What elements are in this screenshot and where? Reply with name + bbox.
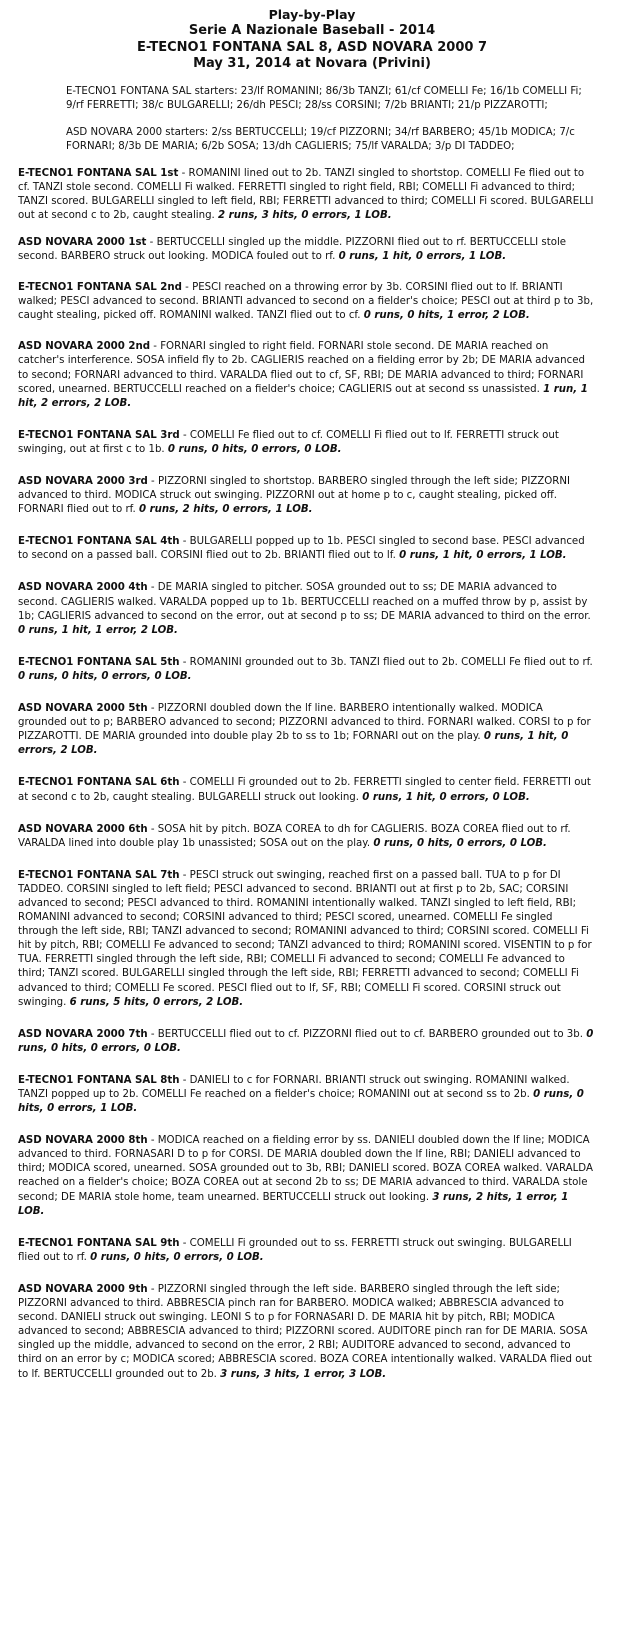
inning-summary: 2 runs, 3 hits, 0 errors, 1 LOB. [218, 209, 392, 221]
inning-team-label: E-TECNO1 FONTANA SAL 2nd [18, 282, 182, 294]
inning-team-label: E-TECNO1 FONTANA SAL 3rd [18, 429, 180, 441]
inning-summary: 0 runs, 0 hits, 0 errors, 0 LOB. [90, 1251, 264, 1263]
inning-plays: PIZZORNI doubled down the lf line. BARBERO intentionally walked. MODICA grounded out to p; BARBERO advanced to second; PIZZORNI advanced to third. FORNARI walked. CORSI to p for PIZZAROTTI. DE MARIA grounded into double play 2b to ss to 1b; FORNARI out on the play. [18, 703, 591, 743]
page-title: Play-by-Play [268, 7, 356, 22]
inning-team-label: ASD NOVARA 2000 9th [18, 1283, 148, 1295]
inning-entry: E-TECNO1 FONTANA SAL 3rd - COMELLI Fe flied out to cf. COMELLI Fi flied out to lf. FERRETTI struck out swinging, out at first c to 1b. 0 runs, 0 hits, 0 errors, 0 LOB. [18, 429, 559, 455]
inning-team-label: E-TECNO1 FONTANA SAL 1st [18, 167, 179, 179]
inning-plays: COMELLI Fe flied out to cf. COMELLI Fi flied out to lf. FERRETTI struck out swinging, out at first c to 1b. [18, 429, 559, 455]
inning-summary: 6 runs, 5 hits, 0 errors, 2 LOB. [69, 996, 244, 1008]
inning-summary: 0 runs, 0 hits, 0 errors, 0 LOB. [18, 670, 192, 682]
starters-home: E-TECNO1 FONTANA SAL starters: 23/lf ROMANINI; 86/3b TANZI; 61/cf COMELLI Fe; 16/1b COMELLI Fi; 9/rf FERRETTI; 38/c BULGARELLI; 26/dh PESCI; 28/ss CORSINI; 7/2b BRIANTI; 21/p PIZZAROTTI; [66, 85, 582, 111]
inning-team-label: ASD NOVARA 2000 6th [18, 823, 148, 835]
inning-plays: PIZZORNI singled through the left side. BARBERO singled through the left side; PIZZORNI advanced to third. ABBRESCIA pinch ran for BARBERO. MODICA walked; ABBRESCIA advanced to second. DANIELI struck out swinging. LEONI S to p for FORNASARI D. DE MARIA hit by pitch, RBI; MODICA advanced to second; ABBRESCIA advanced to third; PIZZORNI scored. AUDITORE pinch ran for DE MARIA. SOSA singled up the middle, advanced to second on the error, 2 RBI; AUDITORE advanced to second, advanced to third on an error by c; MODICA scored; ABBRESCIA scored. BOZA COREA intentionally walked. VARALDA flied out to lf. BERTUCCELLI grounded out to 2b. [18, 1283, 592, 1380]
inning-entry: ASD NOVARA 2000 8th - MODICA reached on a fielding error by ss. DANIELI doubled down the lf line; MODICA advanced to third. FORNASARI D to p for CORSI. DE MARIA doubled down the lf line, RBI; DANIELI advanced to third; MODICA scored, unearned. SOSA grounded out to 3b, RBI; DANIELI scored. BOZA COREA walked. VARALDA reached on a fielder's choice; BOZA COREA out at second 2b to ss; DE MARIA advanced to third. VARALDA stole second; DE MARIA stole home, team unearned. BERTUCCELLI struck out looking. 3 runs, 2 hits, 1 error, 1 LOB. [18, 1135, 593, 1217]
inning-entry: E-TECNO1 FONTANA SAL 9th - COMELLI Fi grounded out to ss. FERRETTI struck out swinging. BULGARELLI flied out to rf. 0 runs, 0 hits, 0 errors, 0 LOB. [18, 1237, 572, 1263]
inning-team-label: E-TECNO1 FONTANA SAL 8th [18, 1074, 180, 1086]
inning-summary: 0 runs, 1 hit, 0 errors, 0 LOB. [362, 791, 530, 803]
inning-entry: ASD NOVARA 2000 7th - BERTUCCELLI flied out to cf. PIZZORNI flied out to cf. BARBERO grounded out to 3b. 0 runs, 0 hits, 0 errors, 0 LOB. [18, 1028, 594, 1054]
game-date-venue: May 31, 2014 at Novara (Privini) [193, 56, 431, 71]
inning-summary: 3 runs, 2 hits, 1 error, 1 LOB. [18, 1191, 569, 1217]
inning-team-label: ASD NOVARA 2000 8th [18, 1135, 148, 1147]
inning-entry: E-TECNO1 FONTANA SAL 6th - COMELLI Fi grounded out to 2b. FERRETTI singled to center field. FERRETTI out at second c to 2b, caught stealing. BULGARELLI struck out looking. 0 runs, 1 hit, 0 errors, 0 LOB. [18, 777, 591, 803]
inning-entry: ASD NOVARA 2000 5th - PIZZORNI doubled down the lf line. BARBERO intentionally walked. MODICA grounded out to p; BARBERO advanced to second; PIZZORNI advanced to third. FORNARI walked. CORSI to p for PIZZAROTTI. DE MARIA grounded into double play 2b to ss to 1b; FORNARI out on the play. 0 runs, 1 hit, 0 errors, 2 LOB. [18, 703, 591, 757]
report-header [0, 6, 624, 73]
inning-plays: ROMANINI grounded out to 3b. TANZI flied out to 2b. COMELLI Fe flied out to rf. [189, 656, 593, 668]
inning-team-label: ASD NOVARA 2000 2nd [18, 341, 151, 353]
inning-plays: BERTUCCELLI singled up the middle. PIZZORNI flied out to rf. BERTUCCELLI stole second. BARBERO struck out looking. MODICA fouled out to rf. [18, 236, 567, 262]
inning-team-label: ASD NOVARA 2000 1st [18, 236, 147, 248]
game-score: E-TECNO1 FONTANA SAL 8, ASD NOVARA 2000 7 [136, 39, 487, 55]
inning-summary: 0 runs, 1 hit, 0 errors, 1 LOB. [338, 250, 507, 262]
inning-plays: SOSA hit by pitch. BOZA COREA to dh for CAGLIERIS. BOZA COREA flied out to rf. VARALDA lined into double play 1b unassisted; SOSA out on the play. [18, 823, 571, 849]
inning-summary: 0 runs, 0 hits, 0 errors, 0 LOB. [373, 837, 547, 849]
inning-entry: ASD NOVARA 2000 6th - SOSA hit by pitch. BOZA COREA to dh for CAGLIERIS. BOZA COREA flied out to rf. VARALDA lined into double play 1b unassisted; SOSA out on the play. 0 runs, 0 hits, 0 errors, 0 LOB. [18, 823, 571, 849]
inning-entry: E-TECNO1 FONTANA SAL 7th - PESCI struck out swinging, reached first on a passed ball. TUA to p for DI TADDEO. CORSINI singled to left field; PESCI advanced to second. BRIANTI out at first p to 2b, SAC; CORSINI advanced to second; PESCI advanced to third. ROMANINI intentionally walked. TANZI singled to left field, RBI; ROMANINI advanced to second; CORSINI advanced to third; PESCI scored, unearned. COMELLI Fe singled through the left side, RBI; TANZI advanced to second; ROMANINI advanced to third; CORSINI scored. COMELLI Fi hit by pitch, RBI; COMELLI Fe advanced to second; TANZI advanced to third; ROMANINI scored. VISENTIN to p for TUA. FERRETTI singled through the left side, RBI; COMELLI Fi advanced to second; COMELLI Fe advanced to third; TANZI scored. BULGARELLI singled through the left side, RBI; FERRETTI advanced to second; COMELLI Fi advanced to third; COMELLI Fe scored. PESCI flied out to lf, SF, RBI; COMELLI Fi scored. CORSINI struck out swinging. 6 runs, 5 hits, 0 errors, 2 LOB. [18, 869, 592, 1008]
inning-plays: COMELLI Fi grounded out to ss. FERRETTI struck out swinging. BULGARELLI flied out to rf. [18, 1237, 572, 1263]
inning-summary: 0 runs, 2 hits, 0 errors, 1 LOB. [139, 504, 313, 516]
inning-summary: 0 runs, 0 hits, 1 error, 2 LOB. [363, 310, 530, 322]
inning-entry: E-TECNO1 FONTANA SAL 5th - ROMANINI grounded out to 3b. TANZI flied out to 2b. COMELLI Fe flied out to rf. 0 runs, 0 hits, 0 errors, 0 LOB. [18, 656, 593, 682]
inning-team-label: E-TECNO1 FONTANA SAL 9th [18, 1237, 180, 1249]
inning-team-label: E-TECNO1 FONTANA SAL 5th [18, 656, 180, 668]
inning-team-label: E-TECNO1 FONTANA SAL 6th [18, 777, 180, 789]
inning-plays: MODICA reached on a fielding error by ss. DANIELI doubled down the lf line; MODICA advanced to third. FORNASARI D to p for CORSI. DE MARIA doubled down the lf line, RBI; DANIELI advanced to third; MODICA scored, unearned. SOSA grounded out to 3b, RBI; DANIELI scored. BOZA COREA walked. VARALDA reached on a fielder's choice; BOZA COREA out at second 2b to ss; DE MARIA advanced to third. VARALDA stole second; DE MARIA stole home, team unearned. BERTUCCELLI struck out looking. [18, 1135, 593, 1203]
starting-lineups [66, 85, 590, 154]
inning-summary: 3 runs, 3 hits, 1 error, 3 LOB. [220, 1368, 387, 1380]
inning-entry: E-TECNO1 FONTANA SAL 1st - ROMANINI lined out to 2b. TANZI singled to shortstop. COMELLI Fe flied out to cf. TANZI stole second. COMELLI Fi walked. FERRETTI singled to right field, RBI; COMELLI Fi advanced to third; TANZI scored. BULGARELLI singled to left field, RBI; FERRETTI advanced to third; COMELLI Fi scored. BULGARELLI out at second c to 2b, caught stealing. 2 runs, 3 hits, 0 errors, 1 LOB. [18, 167, 594, 221]
inning-plays: PIZZORNI singled to shortstop. BARBERO singled through the left side; PIZZORNI advanced to third. MODICA struck out swinging. PIZZORNI out at home p to c, caught stealing, picked off. FORNARI flied out to rf. [18, 476, 571, 516]
inning-entry: ASD NOVARA 2000 2nd - FORNARI singled to right field. FORNARI stole second. DE MARIA reached on catcher's interference. SOSA infield fly to 2b. CAGLIERIS reached on a fielding error by 2b; DE MARIA advanced to second; FORNARI advanced to third. VARALDA flied out to cf, SF, RBI; DE MARIA advanced to third; FORNARI scored, unearned. BERTUCCELLI reached on a fielder's choice; CAGLIERIS out at second ss unassisted. 1 run, 1 hit, 2 errors, 2 LOB. [18, 341, 588, 409]
inning-entry: ASD NOVARA 2000 9th - PIZZORNI singled through the left side. BARBERO singled through the left side; PIZZORNI advanced to third. ABBRESCIA pinch ran for BARBERO. MODICA walked; ABBRESCIA advanced to second. DANIELI struck out swinging. LEONI S to p for FORNASARI D. DE MARIA hit by pitch, RBI; MODICA advanced to second; ABBRESCIA advanced to third; PIZZORNI scored. AUDITORE pinch ran for DE MARIA. SOSA singled up the middle, advanced to second on the error, 2 RBI; AUDITORE advanced to second, advanced to third on an error by c; MODICA scored; ABBRESCIA scored. BOZA COREA intentionally walked. VARALDA flied out to lf. BERTUCCELLI grounded out to 2b. 3 runs, 3 hits, 1 error, 3 LOB. [18, 1283, 592, 1380]
inning-entry: E-TECNO1 FONTANA SAL 4th - BULGARELLI popped up to 1b. PESCI singled to second base. PESCI advanced to second on a passed ball. CORSINI flied out to 2b. BRIANTI flied out to lf. 0 runs, 1 hit, 0 errors, 1 LOB. [18, 536, 585, 562]
inning-summary: 0 runs, 1 hit, 1 error, 2 LOB. [18, 624, 178, 636]
inning-summary: 0 runs, 0 hits, 0 errors, 1 LOB. [18, 1089, 584, 1115]
inning-list [18, 167, 594, 1382]
inning-plays: PESCI reached on a throwing error by 3b. CORSINI flied out to lf. BRIANTI walked; PESCI advanced to second. BRIANTI advanced to second on a fielder's choice; PESCI out at third p to 3b, caught stealing, picked off. ROMANINI walked. TANZI flied out to cf. [18, 282, 594, 322]
inning-team-label: ASD NOVARA 2000 4th [18, 582, 148, 594]
inning-plays: FORNARI singled to right field. FORNARI stole second. DE MARIA reached on catcher's interference. SOSA infield fly to 2b. CAGLIERIS reached on a fielding error by 2b; DE MARIA advanced to second; FORNARI advanced to third. VARALDA flied out to cf, SF, RBI; DE MARIA advanced to third; FORNARI scored, unearned. BERTUCCELLI reached on a fielder's choice; CAGLIERIS out at second ss unassisted. [18, 341, 585, 395]
inning-entry: ASD NOVARA 2000 1st - BERTUCCELLI singled up the middle. PIZZORNI flied out to rf. BERTUCCELLI stole second. BARBERO struck out looking. MODICA fouled out to rf. 0 runs, 1 hit, 0 errors, 1 LOB. [18, 236, 567, 262]
inning-plays: COMELLI Fi grounded out to 2b. FERRETTI singled to center field. FERRETTI out at second c to 2b, caught stealing. BULGARELLI struck out looking. [18, 777, 591, 803]
inning-summary: 0 runs, 1 hit, 0 errors, 1 LOB. [399, 550, 567, 562]
inning-entry: ASD NOVARA 2000 3rd - PIZZORNI singled to shortstop. BARBERO singled through the left side; PIZZORNI advanced to third. MODICA struck out swinging. PIZZORNI out at home p to c, caught stealing, picked off. FORNARI flied out to rf. 0 runs, 2 hits, 0 errors, 1 LOB. [18, 476, 571, 516]
inning-team-label: E-TECNO1 FONTANA SAL 7th [18, 869, 180, 881]
inning-entry: ASD NOVARA 2000 4th - DE MARIA singled to pitcher. SOSA grounded out to ss; DE MARIA advanced to second. CAGLIERIS walked. VARALDA popped up to 1b. BERTUCCELLI reached on a muffed throw by p, assist by 1b; CAGLIERIS advanced to second on the error, out at second p to ss; DE MARIA advanced to third on the error. 0 runs, 1 hit, 1 error, 2 LOB. [18, 582, 591, 636]
inning-team-label: E-TECNO1 FONTANA SAL 4th [18, 536, 180, 548]
inning-team-label: ASD NOVARA 2000 3rd [18, 476, 148, 487]
inning-summary: 0 runs, 0 hits, 0 errors, 0 LOB. [167, 443, 342, 455]
inning-entry: E-TECNO1 FONTANA SAL 8th - DANIELI to c for FORNARI. BRIANTI struck out swinging. ROMANINI walked. TANZI popped up to 2b. COMELLI Fe reached on a fielder's choice; ROMANINI out at second ss to 2b. 0 runs, 0 hits, 0 errors, 1 LOB. [18, 1074, 584, 1115]
inning-plays: DANIELI to c for FORNARI. BRIANTI struck out swinging. ROMANINI walked. TANZI popped up to 2b. COMELLI Fe reached on a fielder's choice; ROMANINI out at second ss to 2b. [18, 1074, 570, 1100]
inning-plays: ROMANINI lined out to 2b. TANZI singled to shortstop. COMELLI Fe flied out to cf. TANZI stole second. COMELLI Fi walked. FERRETTI singled to right field, RBI; COMELLI Fi advanced to third; TANZI scored. BULGARELLI singled to left field, RBI; FERRETTI advanced to third; COMELLI Fi scored. BULGARELLI out at second c to 2b, caught stealing. [18, 167, 594, 221]
inning-entry: E-TECNO1 FONTANA SAL 2nd - PESCI reached on a throwing error by 3b. CORSINI flied out to lf. BRIANTI walked; PESCI advanced to second. BRIANTI advanced to second on a fielder's choice; PESCI out at third p to 3b, caught stealing, picked off. ROMANINI walked. TANZI flied out to cf. 0 runs, 0 hits, 1 error, 2 LOB. [18, 282, 594, 322]
inning-plays: DE MARIA singled to pitcher. SOSA grounded out to ss; DE MARIA advanced to second. CAGLIERIS walked. VARALDA popped up to 1b. BERTUCCELLI reached on a muffed throw by p, assist by 1b; CAGLIERIS advanced to second on the error, out at second p to ss; DE MARIA advanced to third on the error. [18, 582, 591, 622]
league-title: Serie A Nazionale Baseball - 2014 [188, 23, 436, 38]
inning-team-label: ASD NOVARA 2000 5th [18, 703, 148, 715]
starters-away: ASD NOVARA 2000 starters: 2/ss BERTUCCELLI; 19/cf PIZZORNI; 34/rf BARBERO; 45/1b MODICA; 7/c FORNARI; 8/3b DE MARIA; 6/2b SOSA; 13/dh CAGLIERIS; 75/lf VARALDA; 3/p DI TADDEO; [66, 126, 575, 152]
inning-summary: 1 run, 1 hit, 2 errors, 2 LOB. [18, 383, 588, 409]
inning-summary: 0 runs, 0 hits, 0 errors, 0 LOB. [18, 1028, 594, 1054]
inning-summary: 0 runs, 1 hit, 0 errors, 2 LOB. [18, 731, 569, 757]
inning-plays: BERTUCCELLI flied out to cf. PIZZORNI flied out to cf. BARBERO grounded out to 3b. [157, 1028, 583, 1040]
inning-plays: BULGARELLI popped up to 1b. PESCI singled to second base. PESCI advanced to second on a passed ball. CORSINI flied out to 2b. BRIANTI flied out to lf. [18, 536, 585, 562]
inning-plays: PESCI struck out swinging, reached first on a passed ball. TUA to p for DI TADDEO. CORSINI singled to left field; PESCI advanced to second. BRIANTI out at first p to 2b, SAC; CORSINI advanced to second; PESCI advanced to third. ROMANINI intentionally walked. TANZI singled to left field, RBI; ROMANINI advanced to second; CORSINI advanced to third; PESCI scored, unearned. COMELLI Fe singled through the left side, RBI; TANZI advanced to second; ROMANINI advanced to third; CORSINI scored. COMELLI Fi hit by pitch, RBI; COMELLI Fe advanced to second; TANZI advanced to third; ROMANINI scored. VISENTIN to p for TUA. FERRETTI singled through the left side, RBI; COMELLI Fi advanced to second; COMELLI Fe advanced to third; TANZI scored. BULGARELLI singled through the left side, RBI; FERRETTI advanced to second; COMELLI Fi advanced to third; COMELLI Fe scored. PESCI flied out to lf, SF, RBI; COMELLI Fi scored. CORSINI struck out swinging. [18, 869, 592, 1008]
inning-team-label: ASD NOVARA 2000 7th [18, 1028, 148, 1040]
